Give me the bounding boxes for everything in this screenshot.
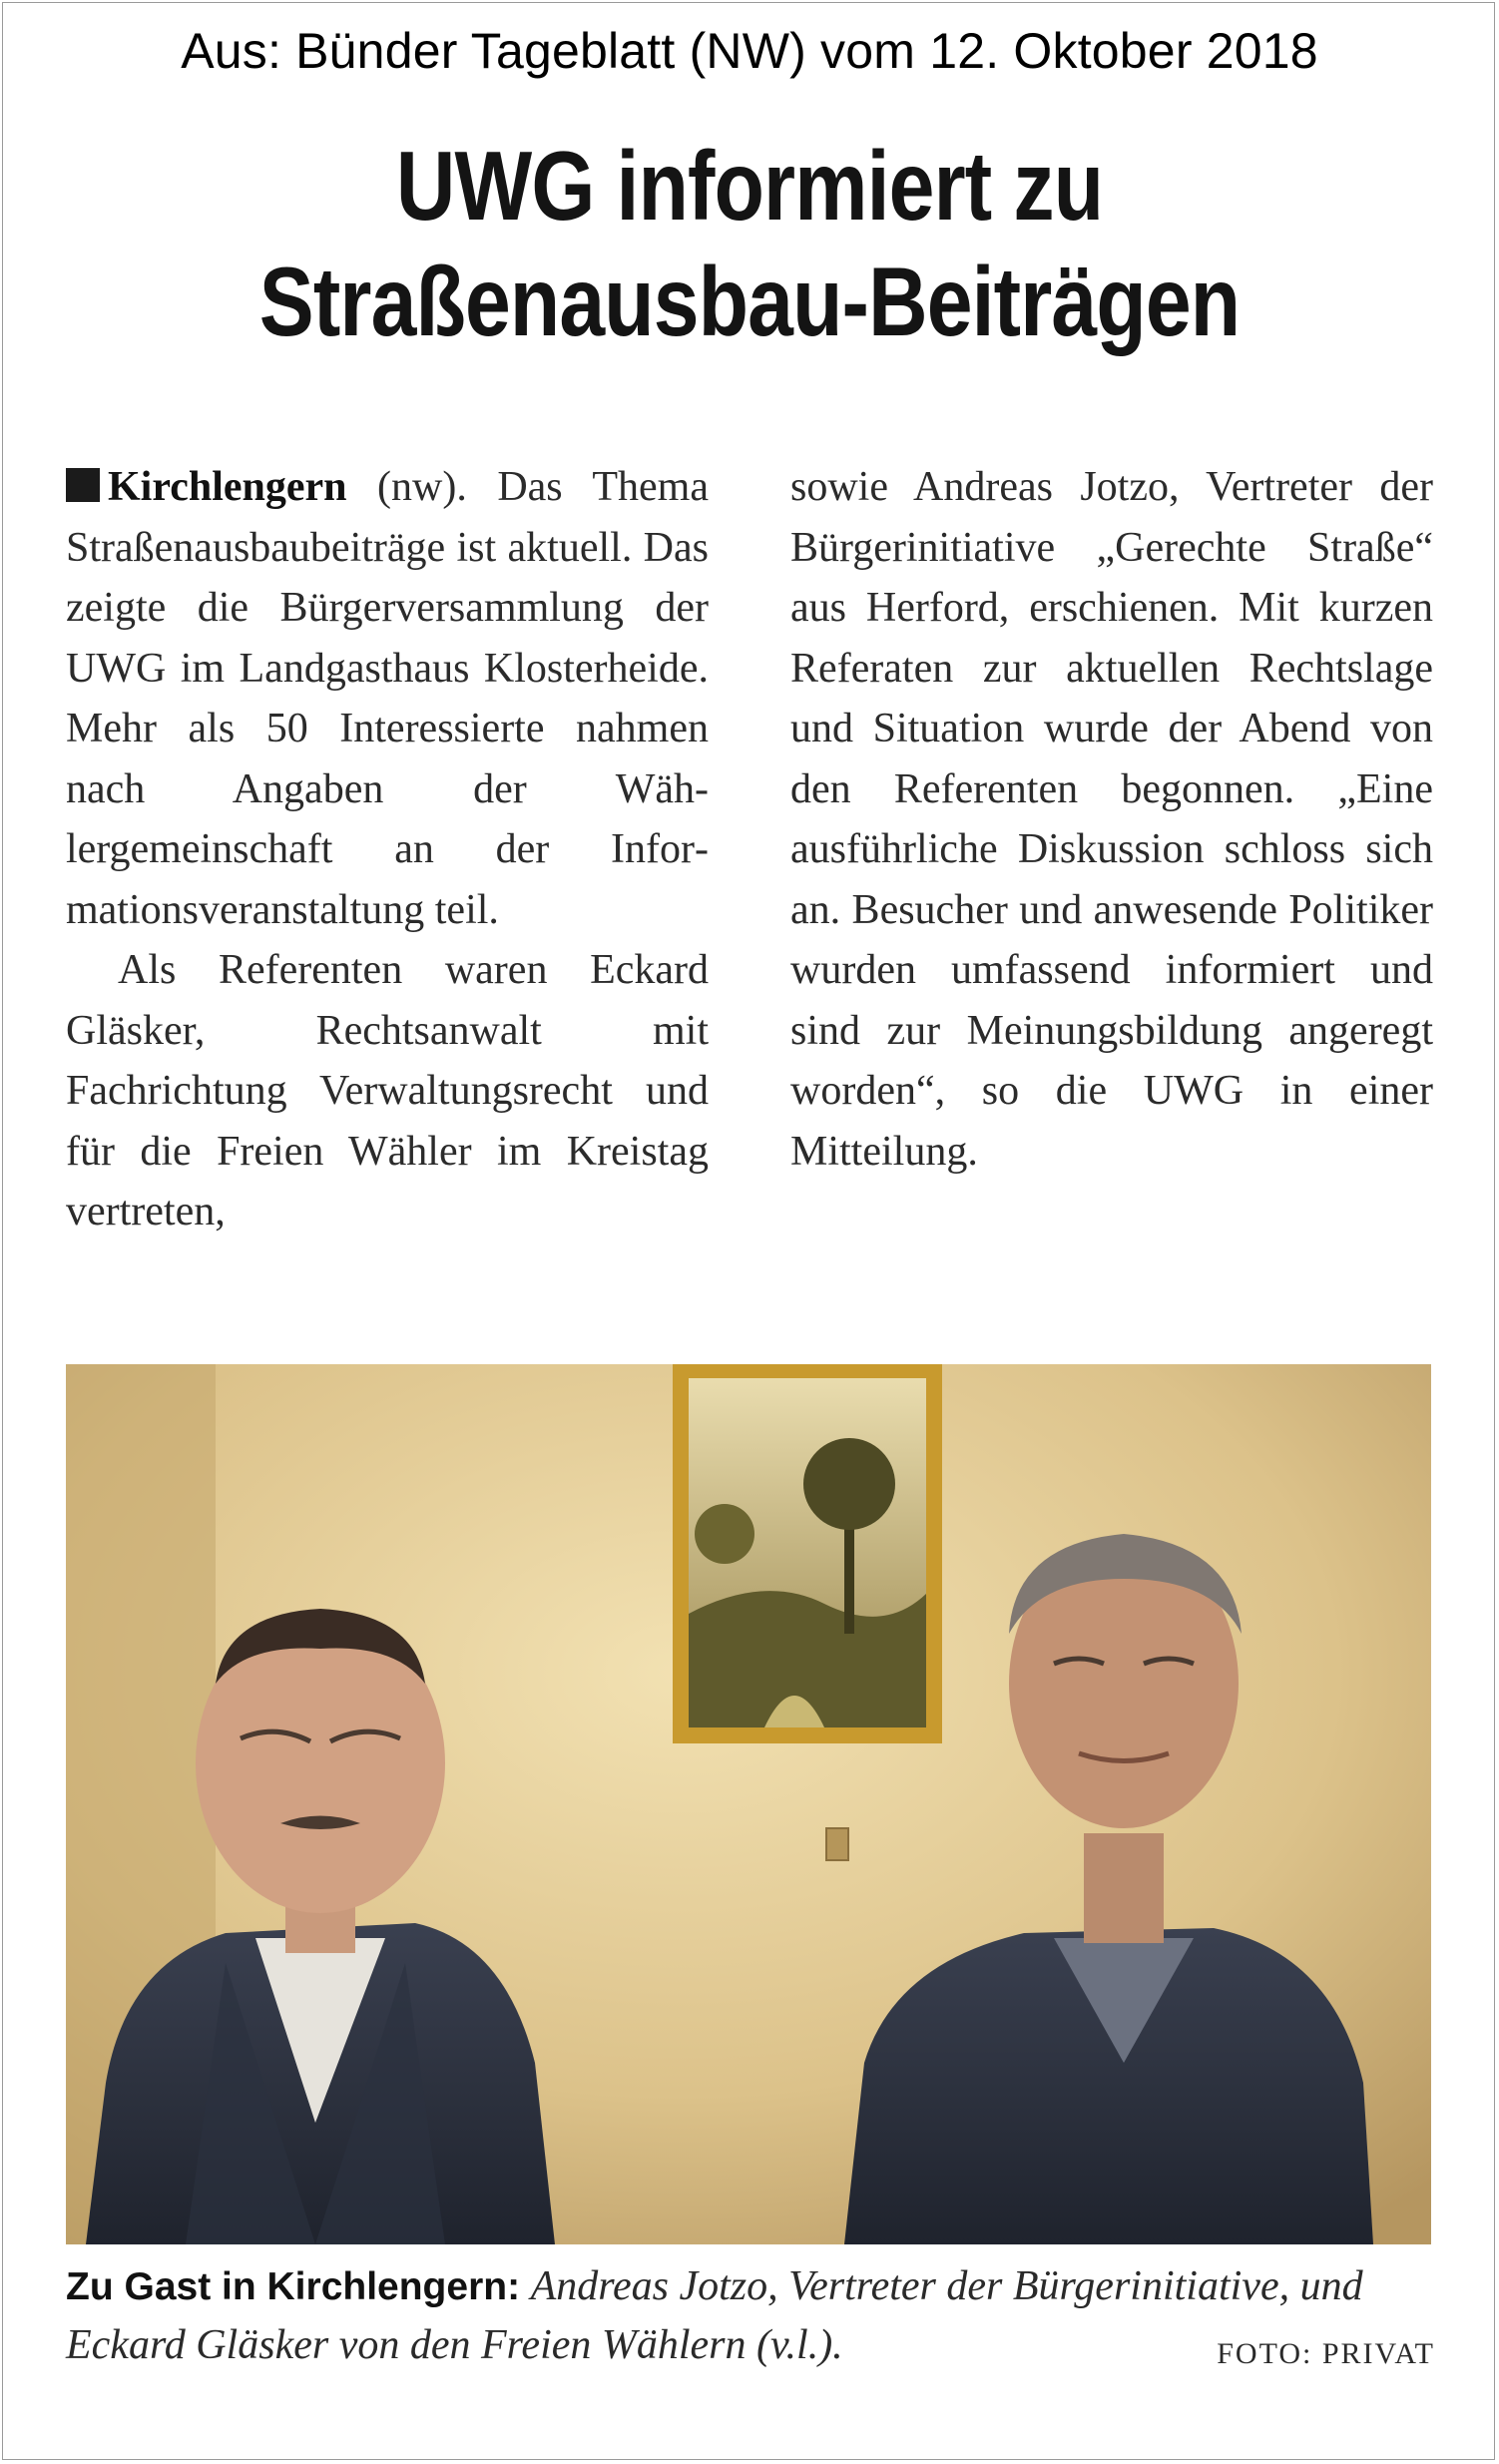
dateline-square-icon: [66, 468, 100, 502]
article-column-1: [66, 457, 709, 1242]
framed-painting: [673, 1364, 942, 1743]
article-body: [66, 457, 1433, 1242]
article-paragraph-1: [66, 457, 709, 940]
article-column-2: [790, 457, 1433, 1242]
photo-credit: FOTO: PRIVAT: [1217, 2337, 1435, 2370]
headline: [171, 128, 1329, 359]
caption-text: Andreas Jotzo, Vertreter der Bürgerinitiative, und Eckard Gläsker von den Freien Wählern (v.l.).: [66, 2263, 1363, 2368]
dateline: Kirchlengern: [108, 464, 347, 510]
photo-illustration: [66, 1364, 1431, 2244]
caption-lead: Zu Gast in Kirchlengern:: [66, 2265, 521, 2308]
article-paragraph-3: sowie Andreas Jotzo, Vertreter der Bürgerinitiative „Gerechte Straße“ aus Herford, erschienen. Mit kurzen Referaten zur aktuellen Rechtslage und Situation wurde der Abend von den Referenten begonnen. „Eine ausführliche Diskussion schloss sich an. Besucher und anwesende Politiker wurden umfassend informiert und sind zur Meinungsbildung angeregt worden“, so die UWG in einer Mitteilung.: [790, 464, 1433, 1175]
article-paragraph-2: Als Referenten waren Eckard Gläsker, Rechtsanwalt mit Fachrichtung Verwaltungsrecht und für die Freien Wähler im Kreistag vertreten,: [66, 947, 709, 1234]
article-photo: [66, 1364, 1431, 2244]
source-line: Aus: Bünder Tageblatt (NW) vom 12. Oktober 2018: [181, 23, 1318, 79]
headline-line-1: UWG informiert zu: [395, 131, 1104, 241]
article-paragraph-1-text: (nw). Das Thema Straßenausbaubeiträge ist aktuell. Das zeigte die Bürgerversammlung der UWG im Landgasthaus Klosterheide. Mehr als 50 Interessierte nahmen nach Angaben der Wählergemeinschaft an der Informationsveranstaltung teil.: [66, 464, 709, 933]
headline-line-2: Straßenausbau-Beiträgen: [258, 246, 1241, 356]
